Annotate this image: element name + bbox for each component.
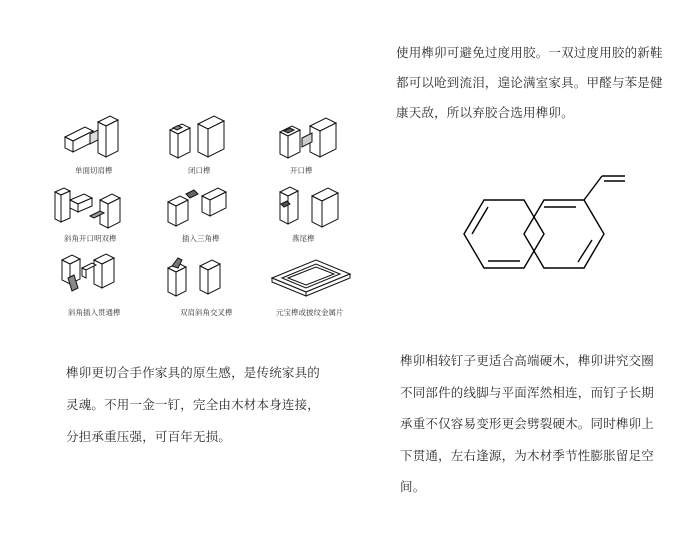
joint-caption: 燕尾榫	[292, 234, 315, 243]
paragraph-line: 榫卯更切合手作家具的原生感，是传统家具的	[66, 365, 321, 380]
paragraph-line: 康天敌，所以弃胶合选用榫卯。	[396, 105, 574, 120]
inserted-triangle-tenon-drawing	[162, 182, 237, 232]
right-paragraph	[400, 345, 654, 503]
ingot-tenon-drawing	[264, 252, 359, 302]
paragraph-line: 榫卯相较钉子更适合高端硬木，榫卯讲究交圈	[400, 353, 655, 368]
closed-tenon-drawing	[162, 112, 237, 162]
joint-caption: 双肩斜角交叉榫	[180, 308, 233, 317]
mitered-through-tenon-drawing	[56, 248, 136, 302]
joint-caption: 单面切肩榫	[75, 166, 113, 175]
paragraph-line: 下贯通，左右逢源，为木材季节性膨胀留足空	[400, 447, 655, 463]
joint-caption: 开口榫	[290, 166, 313, 175]
joint-caption: 斜角插入贯通榫	[68, 308, 121, 317]
single-shoulder-tenon-drawing	[60, 112, 135, 162]
joint-caption: 插入三角榫	[182, 234, 220, 243]
left-paragraph	[66, 357, 320, 453]
paragraph-line: 承重不仅容易变形更会劈裂硬木。同时榫卯上	[400, 416, 655, 431]
open-tenon-drawing	[272, 112, 352, 162]
joint-illustration-grid	[50, 112, 360, 322]
paragraph-line: 间。	[400, 479, 426, 494]
double-shoulder-cross-tenon-drawing	[162, 252, 237, 302]
paragraph-line: 不同部件的线脚与平面浑然相连，而钉子长期	[400, 384, 655, 400]
vinylnaphthalene-structure-drawing	[440, 170, 640, 300]
paragraph-line: 分担承重压强，可百年无损。	[66, 429, 232, 444]
joint-caption: 元宝榫或披纹金属片	[276, 308, 344, 317]
paragraph-line: 都可以呛到流泪，遑论满室家具。甲醛与苯是健	[396, 75, 663, 90]
dovetail-tenon-drawing	[272, 182, 352, 232]
joint-caption: 斜角开口明双榫	[64, 234, 117, 243]
mitered-double-tenon-drawing	[50, 182, 135, 232]
paragraph-line: 灵魂。不用一金一钉，完全由木材本身连接，	[66, 397, 321, 412]
top-paragraph	[396, 38, 663, 128]
joint-caption: 闭口榫	[188, 166, 211, 175]
paragraph-line: 使用榫卯可避免过度用胶。一双过度用胶的新鞋	[396, 45, 663, 60]
